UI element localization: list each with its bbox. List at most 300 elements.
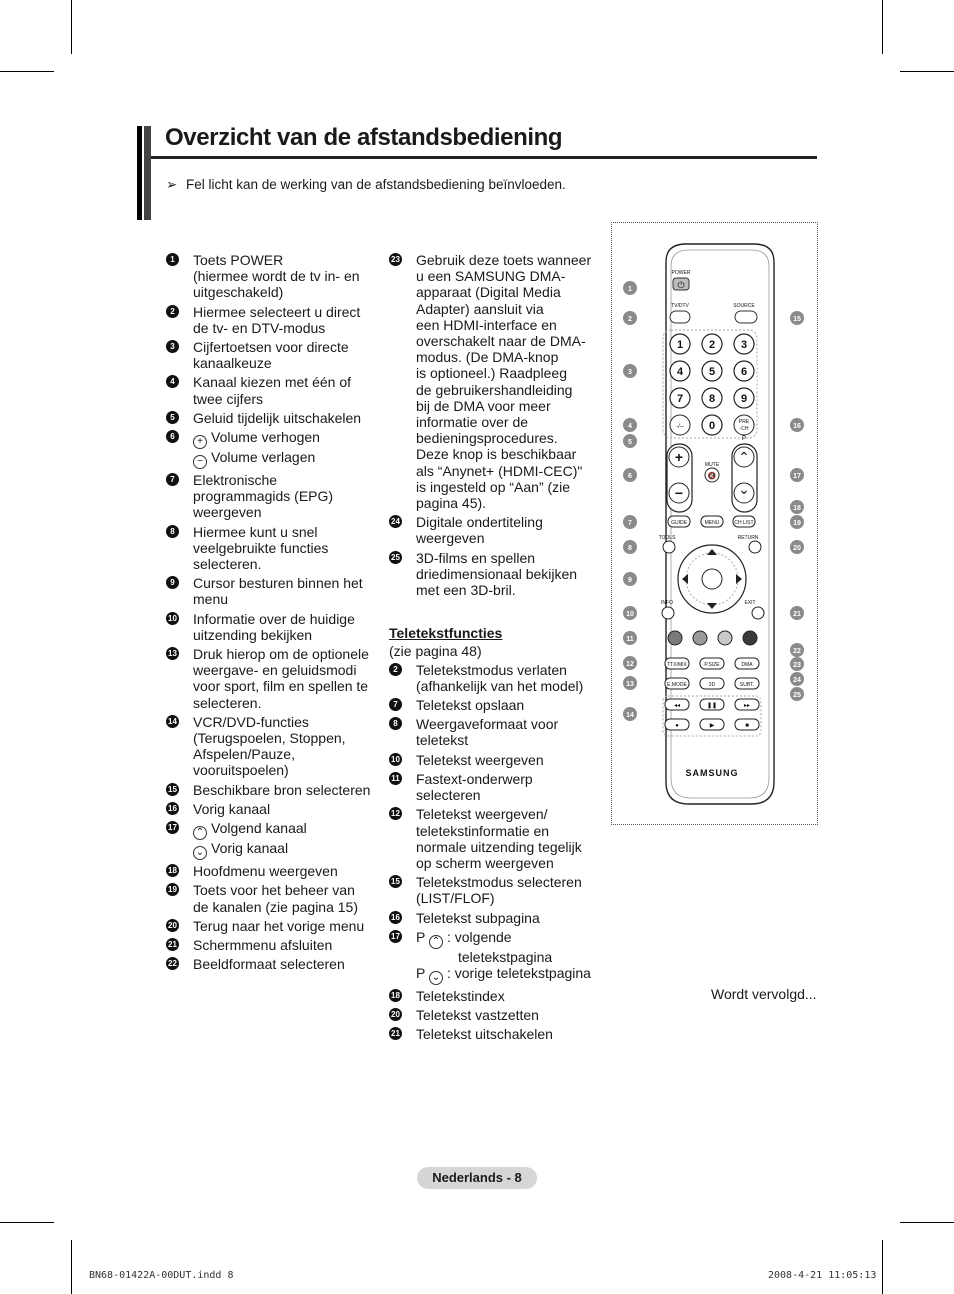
item-line: Volume verhogen	[211, 429, 320, 446]
item-line: overschakelt naar de DMA-	[416, 333, 586, 350]
item-line: Teletekst weergeven	[416, 751, 544, 768]
item-line: Teletekst uitschakelen	[416, 1026, 553, 1043]
item-line: met een 3D-bril.	[416, 582, 516, 599]
crop-mark	[71, 0, 72, 54]
digit-label: 8	[708, 393, 716, 405]
item-text	[193, 488, 376, 504]
item-line: VCR/DVD-functies	[193, 713, 309, 730]
item-line: teletekst	[416, 732, 469, 749]
item-line: Hiermee kunt u snel	[193, 523, 318, 540]
item-line: de gebruikershandleiding	[416, 381, 573, 398]
digit-label: 0	[708, 420, 716, 432]
list-item	[166, 918, 376, 934]
chevron-down-icon: ⌄	[429, 971, 443, 985]
item-text	[416, 252, 599, 268]
ch-label: -CH	[739, 426, 749, 432]
tvdtv-button	[670, 311, 690, 323]
item-line: uitzending bekijken	[193, 626, 313, 643]
callout-number: 6	[166, 430, 179, 443]
callout-number: 20	[166, 919, 179, 932]
list-item	[389, 988, 599, 1004]
list-item	[389, 910, 599, 926]
callout-number: 16	[166, 802, 179, 815]
item-text	[416, 890, 599, 906]
list-item	[389, 806, 599, 871]
item-line-part: : vorige teletekstpagina	[446, 964, 591, 981]
item-text	[416, 929, 599, 949]
description-list-right	[389, 252, 599, 1046]
digit-label: 9	[740, 393, 748, 405]
print-slug-date: 2008-4-21 11:05:13	[768, 1270, 877, 1281]
item-text	[416, 284, 599, 300]
item-line: op scherm weergeven	[416, 854, 554, 871]
item-line-part: : volgende	[446, 928, 512, 945]
3d-label: 3D	[708, 682, 716, 688]
callout-number: 7	[166, 473, 179, 486]
list-item	[389, 662, 599, 694]
crop-mark	[900, 71, 954, 72]
item-text	[193, 374, 376, 390]
item-text	[416, 398, 599, 414]
callout-number: 2	[166, 305, 179, 318]
callout-number: 2	[389, 663, 402, 676]
item-text	[416, 268, 599, 284]
item-line: Teletekstindex	[416, 987, 505, 1004]
callout-number: 4	[166, 375, 179, 388]
item-line: Toets voor het beheer van	[193, 882, 355, 899]
item-line: Beeldformaat selecteren	[193, 956, 345, 973]
item-text	[416, 716, 599, 732]
item-text	[416, 479, 599, 495]
digit-label: 4	[676, 366, 684, 378]
item-line: uitgeschakeld)	[193, 284, 284, 301]
list-item	[166, 524, 376, 573]
list-item	[166, 937, 376, 953]
item-line: Schermmenu afsluiten	[193, 936, 333, 953]
pre-label: PRE	[738, 419, 750, 425]
yellow-color-button	[718, 631, 732, 645]
exit-button	[752, 607, 764, 619]
item-line: selecteren	[416, 787, 481, 804]
list-item	[166, 611, 376, 643]
return-label: RETURN	[737, 535, 759, 541]
item-line: Afspelen/Pauze,	[193, 746, 295, 763]
list-item	[389, 697, 599, 713]
callout-number: 22	[793, 648, 801, 655]
callout-number: 12	[389, 807, 402, 820]
item-line: Teletekstmodus verlaten	[416, 661, 567, 678]
callout-number: 8	[389, 717, 402, 730]
stop-icon: ■	[745, 723, 749, 729]
item-line: vooruitspoelen)	[193, 762, 289, 779]
item-text	[193, 355, 376, 371]
exit-label: EXIT	[744, 600, 756, 606]
callout-number: 4	[628, 423, 632, 430]
callout-number: 9	[166, 576, 179, 589]
callout-number: 13	[626, 681, 634, 688]
callout-number: 7	[628, 520, 632, 527]
item-line: 3D-films en spellen	[416, 549, 536, 566]
teletext-heading: Teletekstfuncties	[389, 625, 503, 642]
minus-circle-icon: −	[193, 455, 207, 469]
note	[166, 177, 566, 193]
list-item	[389, 1007, 599, 1023]
item-text	[193, 556, 376, 572]
item-line: teletekstpagina	[458, 948, 553, 965]
item-line-part: P	[416, 964, 429, 981]
item-text	[193, 782, 376, 798]
item-text	[416, 382, 599, 398]
item-text	[193, 540, 376, 556]
list-item	[166, 820, 376, 860]
digit-label: 1	[676, 339, 684, 351]
item-text	[193, 575, 376, 591]
continued-note: Wordt vervolgd...	[711, 986, 817, 1002]
item-line: Cijfertoetsen voor directe	[193, 339, 349, 356]
tvdtv-label: TV/DTV	[671, 303, 689, 309]
item-line: als “Anynet+ (HDMI-CEC)"	[416, 462, 583, 479]
item-text	[193, 504, 376, 520]
return-button	[749, 541, 761, 553]
red-color-button	[668, 631, 682, 645]
chevron-up-icon: ⌃	[738, 449, 750, 465]
item-text	[416, 787, 599, 803]
chevron-down-icon: ⌄	[193, 846, 207, 860]
print-slug-file: BN68-01422A-00DUT.indd 8	[89, 1270, 234, 1281]
item-text	[193, 937, 376, 953]
teletext-subheading: (zie pagina 48)	[389, 643, 482, 660]
callout-number: 18	[389, 989, 402, 1002]
psize-label: P.SIZE	[704, 662, 720, 668]
item-line: voor sport, film en spellen te	[193, 678, 369, 695]
item-line: Teletekst opslaan	[416, 697, 525, 714]
pause-icon: ❚❚	[706, 703, 718, 709]
crop-mark	[882, 1240, 883, 1294]
list-item	[389, 752, 599, 768]
item-line: Volgend kanaal	[211, 820, 307, 837]
item-line: een HDMI-interface en	[416, 316, 557, 333]
item-line: (hiermee wordt de tv in- en	[193, 268, 360, 285]
callout-number: 9	[628, 577, 632, 584]
callout-number: 11	[626, 636, 634, 643]
item-line: selecteren.	[193, 694, 262, 711]
list-item	[389, 514, 599, 546]
info-label: INFO	[661, 600, 673, 606]
item-text	[416, 965, 599, 985]
item-line: Terug naar het vorige menu	[193, 917, 365, 934]
emode-label: E.MODE	[667, 682, 687, 688]
digit-label: 7	[676, 393, 684, 405]
item-text	[416, 446, 599, 462]
callout-number: 15	[389, 875, 402, 888]
note-text: Fel licht kan de werking van de afstandsbediening beïnvloeden.	[186, 177, 566, 192]
minus-icon: −	[674, 485, 684, 501]
callout-number: 25	[793, 692, 801, 699]
item-line: (afhankelijk van het model)	[416, 677, 584, 694]
source-button	[735, 311, 757, 323]
item-text	[193, 918, 376, 934]
list-item	[389, 929, 599, 985]
item-text	[416, 566, 599, 582]
item-text	[416, 949, 599, 965]
list-item	[166, 801, 376, 817]
callout-number: 3	[166, 340, 179, 353]
item-text	[416, 874, 599, 890]
callout-number: 14	[626, 712, 634, 719]
item-line: menu	[193, 591, 229, 608]
callout-number: 15	[793, 316, 801, 323]
item-text	[193, 304, 376, 320]
chevron-up-icon: ⌃	[193, 826, 207, 840]
item-line: kanaalkeuze	[193, 355, 272, 372]
power-label: POWER	[671, 270, 691, 276]
list-item	[166, 782, 376, 798]
callout-number: 23	[793, 662, 801, 669]
chevron-down-icon: ⌄	[738, 481, 750, 497]
item-text	[193, 410, 376, 426]
list-item	[166, 863, 376, 879]
item-text	[416, 697, 599, 713]
item-text	[416, 317, 599, 333]
callout-number: 20	[793, 545, 801, 552]
item-line-part: P	[416, 928, 429, 945]
callout-number: 13	[166, 647, 179, 660]
callout-number: 22	[166, 957, 179, 970]
item-line: apparaat (Digital Media	[416, 284, 561, 301]
green-color-button	[693, 631, 707, 645]
item-text	[416, 823, 599, 839]
item-text	[416, 678, 599, 694]
mute-icon: 🔇	[707, 473, 717, 480]
item-line: Fastext-onderwerp	[416, 770, 533, 787]
item-text	[193, 956, 376, 972]
item-line: (Terugspoelen, Stoppen,	[193, 730, 346, 747]
list-item	[389, 1026, 599, 1042]
list-item	[166, 472, 376, 521]
item-line: (LIST/FLOF)	[416, 890, 495, 907]
crop-mark	[900, 1222, 954, 1223]
item-text	[416, 806, 599, 822]
item-line: Vorig kanaal	[211, 840, 289, 857]
list-item	[166, 429, 376, 469]
item-line: programmagids (EPG)	[193, 488, 334, 505]
list-item	[166, 252, 376, 301]
crop-mark	[71, 1240, 72, 1294]
callout-number: 5	[628, 439, 632, 446]
play-icon: ▶	[709, 723, 715, 729]
list-item	[166, 714, 376, 779]
list-item	[166, 304, 376, 336]
plus-icon: +	[674, 449, 684, 465]
page-title: Overzicht van de afstandsbediening	[165, 124, 563, 151]
item-text	[193, 646, 376, 662]
arrow-icon: ➢	[166, 177, 178, 192]
item-text	[416, 365, 599, 381]
list-item	[166, 339, 376, 371]
callout-number: 1	[628, 286, 632, 293]
item-text	[193, 284, 376, 300]
list-item	[389, 252, 599, 511]
item-line: Digitale ondertiteling	[416, 514, 543, 531]
list-item	[166, 575, 376, 607]
item-text	[193, 840, 376, 860]
item-line: bedieningsprocedures.	[416, 430, 558, 447]
item-line: Hiermee selecteert u direct	[193, 303, 361, 320]
item-text	[193, 449, 376, 469]
list-item	[166, 646, 376, 711]
item-text	[416, 1026, 599, 1042]
list-item	[166, 956, 376, 972]
item-line: normale uitzending tegelijk	[416, 838, 582, 855]
title-accent-bar	[144, 126, 151, 220]
callout-number: 10	[626, 611, 634, 618]
item-text	[193, 863, 376, 879]
callout-number: 10	[389, 753, 402, 766]
item-text	[416, 463, 599, 479]
item-line: de kanalen (zie pagina 15)	[193, 898, 359, 915]
crop-mark	[0, 71, 54, 72]
item-text	[193, 320, 376, 336]
item-line: Deze knop is beschikbaar	[416, 446, 577, 463]
blue-color-button	[743, 631, 757, 645]
crop-mark	[882, 0, 883, 54]
item-line: Beschikbare bron selecteren	[193, 781, 371, 798]
item-line: twee cijfers	[193, 390, 264, 407]
item-text	[193, 678, 376, 694]
tools-label: TOOLS	[658, 535, 676, 541]
item-line: Gebruik deze toets wanneer	[416, 252, 592, 268]
callout-number: 25	[389, 551, 402, 564]
dash-label: -/--	[676, 424, 684, 430]
callout-number: 5	[166, 411, 179, 424]
callout-number: 24	[389, 515, 402, 528]
item-text	[416, 839, 599, 855]
item-line: Teletekst weergeven/	[416, 806, 548, 823]
list-item	[166, 410, 376, 426]
item-text	[193, 627, 376, 643]
item-text	[193, 611, 376, 627]
description-list-left	[166, 252, 376, 975]
callout-number: 21	[389, 1027, 402, 1040]
item-line: Vorig kanaal	[193, 800, 271, 817]
item-line: bij de DMA voor meer	[416, 397, 551, 414]
callout-number: 19	[166, 883, 179, 896]
item-line: is ingesteld op “Aan” (zie	[416, 478, 571, 495]
list-item	[389, 550, 599, 599]
item-text	[193, 339, 376, 355]
dma-label: DMA	[741, 662, 753, 668]
digit-label: 5	[708, 366, 716, 378]
item-text	[416, 550, 599, 566]
p-label: P	[741, 436, 747, 442]
item-text	[416, 430, 599, 446]
item-text	[416, 752, 599, 768]
record-icon: ●	[675, 723, 679, 729]
item-text	[416, 988, 599, 1004]
callout-number: 15	[166, 783, 179, 796]
item-text	[416, 771, 599, 787]
item-text	[416, 514, 599, 530]
item-line: Teletekst subpagina	[416, 909, 540, 926]
callout-number: 10	[166, 612, 179, 625]
item-line: selecteren.	[193, 556, 262, 573]
digit-label: 3	[740, 339, 748, 351]
ttx-label: TTX/MIX	[667, 662, 687, 668]
item-text	[416, 333, 599, 349]
source-label: SOURCE	[733, 303, 755, 309]
guide-label: GUIDE	[671, 520, 687, 526]
list-item	[166, 882, 376, 914]
item-line: Cursor besturen binnen het	[193, 575, 363, 592]
item-line: de tv- en DTV-modus	[193, 319, 326, 336]
item-line: Teletekst vastzetten	[416, 1007, 539, 1024]
item-text	[416, 530, 599, 546]
item-text	[416, 855, 599, 871]
item-line: Hoofdmenu weergeven	[193, 863, 338, 880]
rewind-icon: ◂◂	[673, 703, 681, 709]
remote-control-illustration	[611, 222, 817, 824]
item-line: modus. (De DMA-knop	[416, 349, 559, 366]
item-text	[193, 662, 376, 678]
item-text	[416, 732, 599, 748]
page-number-footer: Nederlands - 8	[417, 1167, 537, 1189]
item-text	[193, 730, 376, 746]
callout-number: 2	[628, 316, 632, 323]
callout-number: 14	[166, 715, 179, 728]
item-text	[193, 801, 376, 817]
item-text	[193, 695, 376, 711]
pre-ch-button	[734, 415, 754, 435]
item-text	[193, 524, 376, 540]
chlist-label: CH LIST	[734, 520, 754, 526]
item-text	[193, 820, 376, 840]
item-line: Teletekstmodus selecteren	[416, 874, 582, 891]
item-text	[416, 910, 599, 926]
item-text	[193, 472, 376, 488]
item-text	[193, 899, 376, 915]
menu-label: MENU	[704, 520, 720, 526]
callout-number: 21	[166, 938, 179, 951]
item-line: weergeven	[416, 530, 485, 547]
item-text	[416, 414, 599, 430]
callout-number: 1	[166, 253, 179, 266]
item-text	[193, 882, 376, 898]
item-line	[416, 965, 591, 981]
callout-number: 17	[389, 930, 402, 943]
chevron-up-icon: ⌃	[429, 935, 443, 949]
item-line: Volume verlagen	[211, 449, 316, 466]
item-line: veelgebruikte functies	[193, 539, 329, 556]
item-text	[416, 582, 599, 598]
item-text	[193, 268, 376, 284]
item-line: Kanaal kiezen met één of	[193, 374, 351, 391]
brand-logo: SAMSUNG	[685, 768, 739, 778]
item-text	[416, 301, 599, 317]
mute-label: MUTE	[704, 462, 720, 468]
callout-number: 12	[626, 661, 634, 668]
callout-number: 17	[166, 821, 179, 834]
item-line: driedimensionaal bekijken	[416, 565, 578, 582]
fast-forward-icon: ▸▸	[743, 703, 751, 709]
callout-number: 23	[389, 253, 402, 266]
item-line: Weergaveformaat voor	[416, 716, 559, 733]
tools-button	[663, 541, 675, 553]
item-text	[416, 662, 599, 678]
plus-circle-icon: +	[193, 435, 207, 449]
subt-label: SUBT.	[739, 682, 755, 688]
item-text	[193, 762, 376, 778]
callout-number: 3	[628, 369, 632, 376]
